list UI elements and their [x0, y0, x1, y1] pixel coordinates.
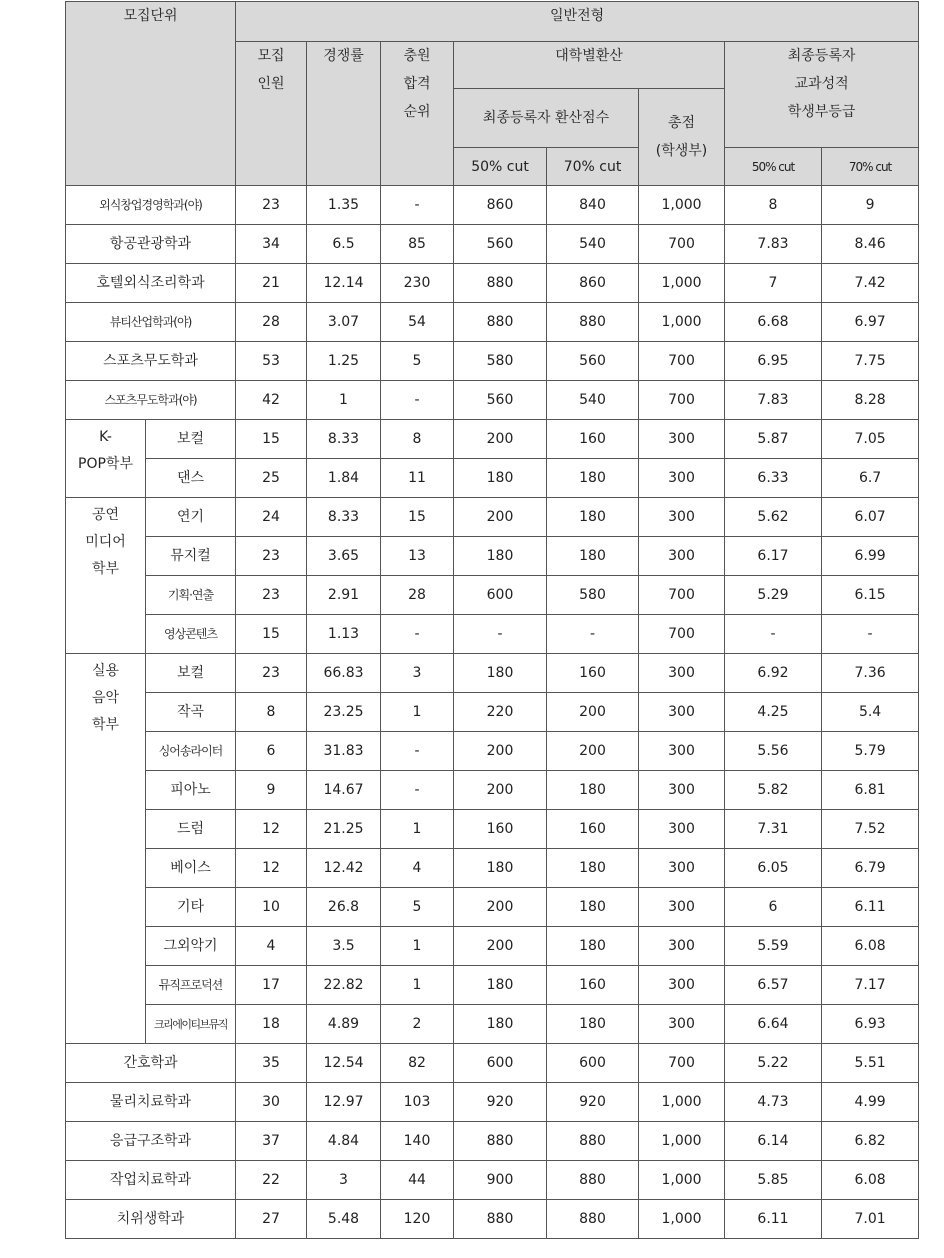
- table-cell: 5.51: [822, 1044, 919, 1083]
- table-cell: 180: [547, 498, 639, 537]
- table-cell: 22.82: [307, 966, 381, 1005]
- sub-unit-name: 뮤직프로덕션: [146, 966, 236, 1005]
- table-cell: 5: [381, 342, 454, 381]
- table-cell: 6.79: [822, 849, 919, 888]
- table-cell: 6.11: [725, 1200, 822, 1239]
- table-cell: 24: [236, 498, 307, 537]
- table-cell: 4: [236, 927, 307, 966]
- table-cell: 5.79: [822, 732, 919, 771]
- table-cell: 66.83: [307, 654, 381, 693]
- table-row: [66, 342, 919, 381]
- table-cell: 14.67: [307, 771, 381, 810]
- table-cell: 1.25: [307, 342, 381, 381]
- header-cut70: 70% cut: [547, 148, 639, 186]
- table-cell: 1,000: [639, 1161, 725, 1200]
- table-cell: 180: [547, 1005, 639, 1044]
- table-cell: 34: [236, 225, 307, 264]
- table-cell: 5.29: [725, 576, 822, 615]
- unit-name: 호텔외식조리학과: [66, 264, 236, 303]
- table-cell: 1,000: [639, 303, 725, 342]
- table-cell: 37: [236, 1122, 307, 1161]
- table-cell: 1,000: [639, 1083, 725, 1122]
- table-cell: -: [381, 186, 454, 225]
- table-row: [66, 810, 919, 849]
- table-cell: 700: [639, 342, 725, 381]
- unit-name: 뷰티산업학과(야): [66, 303, 236, 342]
- table-cell: 920: [454, 1083, 547, 1122]
- table-cell: 560: [547, 342, 639, 381]
- table-cell: 540: [547, 381, 639, 420]
- table-cell: 2.91: [307, 576, 381, 615]
- sub-unit-name: 싱어송라이터: [146, 732, 236, 771]
- table-cell: 1: [381, 693, 454, 732]
- table-cell: 560: [454, 381, 547, 420]
- table-row: [66, 498, 919, 537]
- table-cell: 6.92: [725, 654, 822, 693]
- table-cell: 22: [236, 1161, 307, 1200]
- table-row: [66, 225, 919, 264]
- table-cell: 580: [454, 342, 547, 381]
- table-cell: 300: [639, 1005, 725, 1044]
- sub-unit-name: 피아노: [146, 771, 236, 810]
- table-cell: 580: [547, 576, 639, 615]
- header-grades: 최종등록자 교과성적 학생부등급: [725, 42, 919, 148]
- table-cell: 160: [547, 654, 639, 693]
- table-cell: 200: [547, 693, 639, 732]
- sub-unit-name: 연기: [146, 498, 236, 537]
- table-cell: 300: [639, 927, 725, 966]
- table-cell: 11: [381, 459, 454, 498]
- table-cell: 300: [639, 420, 725, 459]
- table-cell: 9: [236, 771, 307, 810]
- table-cell: 18: [236, 1005, 307, 1044]
- table-cell: 5.4: [822, 693, 919, 732]
- table-cell: 4.73: [725, 1083, 822, 1122]
- table-cell: 10: [236, 888, 307, 927]
- unit-name: 물리치료학과: [66, 1083, 236, 1122]
- table-cell: 7.83: [725, 381, 822, 420]
- table-cell: 23: [236, 654, 307, 693]
- table-cell: 42: [236, 381, 307, 420]
- table-cell: 540: [547, 225, 639, 264]
- table-cell: 4.25: [725, 693, 822, 732]
- table-cell: 6.95: [725, 342, 822, 381]
- table-cell: 6: [236, 732, 307, 771]
- table-cell: 6.97: [822, 303, 919, 342]
- table-cell: 1: [381, 810, 454, 849]
- table-cell: 880: [454, 1200, 547, 1239]
- header-unit: 모집단위: [66, 2, 236, 186]
- header-final-converted: 최종등록자 환산점수: [454, 89, 639, 148]
- table-cell: 15: [236, 615, 307, 654]
- table-cell: 200: [454, 420, 547, 459]
- table-cell: 6.93: [822, 1005, 919, 1044]
- table-cell: 7.83: [725, 225, 822, 264]
- table-cell: 26.8: [307, 888, 381, 927]
- table-cell: 5.59: [725, 927, 822, 966]
- table-cell: 600: [454, 1044, 547, 1083]
- table-cell: 880: [547, 1200, 639, 1239]
- table-cell: 180: [547, 459, 639, 498]
- table-row: [66, 654, 919, 693]
- table-cell: 1,000: [639, 264, 725, 303]
- table-row: [66, 303, 919, 342]
- table-cell: 200: [454, 732, 547, 771]
- table-cell: 12.42: [307, 849, 381, 888]
- table-cell: 3: [381, 654, 454, 693]
- table-cell: 160: [547, 966, 639, 1005]
- group-name: K- POP학부: [66, 420, 146, 498]
- header-total: 총점 (학생부): [639, 89, 725, 186]
- table-cell: 1: [381, 966, 454, 1005]
- table-cell: 17: [236, 966, 307, 1005]
- table-cell: 3.07: [307, 303, 381, 342]
- table-cell: 300: [639, 537, 725, 576]
- table-cell: 23: [236, 576, 307, 615]
- table-cell: 560: [454, 225, 547, 264]
- table-cell: 300: [639, 771, 725, 810]
- header-grade-cut50: 50% cut: [725, 148, 822, 186]
- table-cell: 180: [454, 849, 547, 888]
- table-cell: 180: [454, 537, 547, 576]
- sub-unit-name: 기타: [146, 888, 236, 927]
- table-row: [66, 264, 919, 303]
- table-cell: 120: [381, 1200, 454, 1239]
- table-cell: 160: [547, 810, 639, 849]
- admissions-table: [65, 1, 919, 1239]
- table-cell: 220: [454, 693, 547, 732]
- table-cell: 600: [454, 576, 547, 615]
- table-cell: 180: [547, 849, 639, 888]
- table-cell: 7: [725, 264, 822, 303]
- table-cell: 4.99: [822, 1083, 919, 1122]
- table-cell: 2: [381, 1005, 454, 1044]
- table-cell: 860: [454, 186, 547, 225]
- table-cell: 7.52: [822, 810, 919, 849]
- header-grade-cut70: 70% cut: [822, 148, 919, 186]
- unit-name: 작업치료학과: [66, 1161, 236, 1200]
- table-cell: 8: [725, 186, 822, 225]
- table-cell: 1,000: [639, 1200, 725, 1239]
- table-cell: 300: [639, 966, 725, 1005]
- table-cell: 140: [381, 1122, 454, 1161]
- sub-unit-name: 뮤지컬: [146, 537, 236, 576]
- table-cell: 5.56: [725, 732, 822, 771]
- sub-unit-name: 작곡: [146, 693, 236, 732]
- table-cell: 180: [454, 1005, 547, 1044]
- table-cell: 300: [639, 693, 725, 732]
- table-cell: 82: [381, 1044, 454, 1083]
- table-cell: -: [381, 615, 454, 654]
- table-cell: 12.54: [307, 1044, 381, 1083]
- table-cell: 200: [454, 888, 547, 927]
- table-cell: 4: [381, 849, 454, 888]
- table-cell: 8: [236, 693, 307, 732]
- sub-unit-name: 보컬: [146, 420, 236, 459]
- table-body: [66, 186, 919, 1239]
- table-cell: 5.22: [725, 1044, 822, 1083]
- table-cell: 1,000: [639, 186, 725, 225]
- table-cell: 6.08: [822, 927, 919, 966]
- table-cell: 5.85: [725, 1161, 822, 1200]
- table-cell: 21: [236, 264, 307, 303]
- table-cell: 180: [454, 654, 547, 693]
- table-cell: 6.33: [725, 459, 822, 498]
- table-cell: 1.13: [307, 615, 381, 654]
- table-cell: 6.64: [725, 1005, 822, 1044]
- table-cell: 23: [236, 186, 307, 225]
- table-cell: 300: [639, 459, 725, 498]
- table-cell: 840: [547, 186, 639, 225]
- table-cell: -: [547, 615, 639, 654]
- table-cell: 8: [381, 420, 454, 459]
- table-row: [66, 888, 919, 927]
- table-cell: 5.87: [725, 420, 822, 459]
- table-cell: -: [454, 615, 547, 654]
- table-cell: 12: [236, 810, 307, 849]
- group-name: 공연 미디어 학부: [66, 498, 146, 654]
- table-cell: 5.62: [725, 498, 822, 537]
- table-cell: 6.81: [822, 771, 919, 810]
- table-cell: 6.68: [725, 303, 822, 342]
- table-cell: 6.5: [307, 225, 381, 264]
- table-cell: 200: [547, 732, 639, 771]
- sub-unit-name: 기획·연출: [146, 576, 236, 615]
- table-cell: 8.28: [822, 381, 919, 420]
- table-cell: 21.25: [307, 810, 381, 849]
- header-general: 일반전형: [236, 2, 919, 42]
- header-ratio: 경쟁률: [307, 42, 381, 186]
- table-cell: 180: [454, 966, 547, 1005]
- table-cell: 23.25: [307, 693, 381, 732]
- table-cell: 28: [236, 303, 307, 342]
- table-cell: 300: [639, 810, 725, 849]
- table-cell: 6.57: [725, 966, 822, 1005]
- table-cell: 880: [454, 264, 547, 303]
- table-cell: 53: [236, 342, 307, 381]
- table-cell: 230: [381, 264, 454, 303]
- table-cell: 7.05: [822, 420, 919, 459]
- table-cell: 6.99: [822, 537, 919, 576]
- table-cell: 12.97: [307, 1083, 381, 1122]
- table-cell: 25: [236, 459, 307, 498]
- table-row: [66, 615, 919, 654]
- table-cell: 180: [547, 888, 639, 927]
- table-cell: 1.84: [307, 459, 381, 498]
- table-cell: 6.07: [822, 498, 919, 537]
- unit-name: 간호학과: [66, 1044, 236, 1083]
- unit-name: 치위생학과: [66, 1200, 236, 1239]
- unit-name: 응급구조학과: [66, 1122, 236, 1161]
- unit-name: 스포츠무도학과(야): [66, 381, 236, 420]
- table-cell: 12: [236, 849, 307, 888]
- table-row: [66, 693, 919, 732]
- table-cell: 8.46: [822, 225, 919, 264]
- table-row: [66, 771, 919, 810]
- table-cell: 30: [236, 1083, 307, 1122]
- table-cell: 1: [381, 927, 454, 966]
- group-name: 실용 음악 학부: [66, 654, 146, 1044]
- table-cell: 700: [639, 615, 725, 654]
- table-row: [66, 966, 919, 1005]
- unit-name: 외식창업경영학과(야): [66, 186, 236, 225]
- table-cell: 6: [725, 888, 822, 927]
- table-cell: 880: [454, 1122, 547, 1161]
- table-row: [66, 537, 919, 576]
- table-cell: 3.65: [307, 537, 381, 576]
- table-cell: 44: [381, 1161, 454, 1200]
- table-cell: 5.48: [307, 1200, 381, 1239]
- table-row: [66, 1122, 919, 1161]
- sub-unit-name: 그외악기: [146, 927, 236, 966]
- header-conversion: 대학별환산: [454, 42, 725, 89]
- table-cell: 6.08: [822, 1161, 919, 1200]
- table-cell: 6.05: [725, 849, 822, 888]
- table-cell: 200: [454, 927, 547, 966]
- table-cell: 180: [547, 537, 639, 576]
- table-cell: 8.33: [307, 420, 381, 459]
- table-row: [66, 576, 919, 615]
- table-cell: 3.5: [307, 927, 381, 966]
- table-row: [66, 1161, 919, 1200]
- table-cell: 200: [454, 771, 547, 810]
- unit-name: 스포츠무도학과: [66, 342, 236, 381]
- table-cell: 300: [639, 654, 725, 693]
- table-cell: 860: [547, 264, 639, 303]
- table-cell: 300: [639, 849, 725, 888]
- table-cell: 9: [822, 186, 919, 225]
- table-cell: 7.31: [725, 810, 822, 849]
- table-cell: 5.82: [725, 771, 822, 810]
- table-cell: 180: [547, 771, 639, 810]
- table-cell: 1,000: [639, 1122, 725, 1161]
- table-cell: 7.75: [822, 342, 919, 381]
- table-cell: 7.17: [822, 966, 919, 1005]
- sub-unit-name: 보컬: [146, 654, 236, 693]
- table-cell: 200: [454, 498, 547, 537]
- table-cell: 180: [454, 459, 547, 498]
- table-cell: 28: [381, 576, 454, 615]
- table-cell: 300: [639, 888, 725, 927]
- table-cell: 8.33: [307, 498, 381, 537]
- table-cell: 700: [639, 225, 725, 264]
- table-cell: 5: [381, 888, 454, 927]
- table-cell: 880: [547, 303, 639, 342]
- table-cell: 15: [381, 498, 454, 537]
- table-cell: 6.82: [822, 1122, 919, 1161]
- table-cell: 160: [547, 420, 639, 459]
- header-cut50: 50% cut: [454, 148, 547, 186]
- table-cell: 7.01: [822, 1200, 919, 1239]
- table-row: [66, 1200, 919, 1239]
- table-cell: 160: [454, 810, 547, 849]
- table-cell: 880: [547, 1161, 639, 1200]
- table-cell: 15: [236, 420, 307, 459]
- table-cell: 6.11: [822, 888, 919, 927]
- table-cell: 103: [381, 1083, 454, 1122]
- table-cell: 600: [547, 1044, 639, 1083]
- table-cell: 4.89: [307, 1005, 381, 1044]
- sub-unit-name: 드럼: [146, 810, 236, 849]
- table-cell: 3: [307, 1161, 381, 1200]
- table-row: [66, 1044, 919, 1083]
- table-cell: -: [381, 771, 454, 810]
- table-cell: 6.17: [725, 537, 822, 576]
- table-cell: 180: [547, 927, 639, 966]
- table-cell: -: [822, 615, 919, 654]
- table-cell: 880: [454, 303, 547, 342]
- table-cell: 13: [381, 537, 454, 576]
- sub-unit-name: 댄스: [146, 459, 236, 498]
- table-cell: 23: [236, 537, 307, 576]
- table-row: [66, 420, 919, 459]
- table-cell: 54: [381, 303, 454, 342]
- table-cell: 700: [639, 1044, 725, 1083]
- table-row: [66, 1005, 919, 1044]
- table-row: [66, 849, 919, 888]
- table-cell: 7.36: [822, 654, 919, 693]
- sub-unit-name: 베이스: [146, 849, 236, 888]
- table-row: [66, 381, 919, 420]
- table-row: [66, 459, 919, 498]
- table-cell: 85: [381, 225, 454, 264]
- table-row: [66, 927, 919, 966]
- table-cell: -: [381, 381, 454, 420]
- table-cell: 4.84: [307, 1122, 381, 1161]
- table-row: [66, 186, 919, 225]
- header-rank: 충원 합격 순위: [381, 42, 454, 186]
- table-cell: 31.83: [307, 732, 381, 771]
- table-cell: 300: [639, 498, 725, 537]
- table-cell: 1.35: [307, 186, 381, 225]
- table-cell: 300: [639, 732, 725, 771]
- table-row: [66, 1083, 919, 1122]
- table-cell: 6.15: [822, 576, 919, 615]
- unit-name: 항공관광학과: [66, 225, 236, 264]
- table-cell: 920: [547, 1083, 639, 1122]
- table-cell: 27: [236, 1200, 307, 1239]
- table-cell: 12.14: [307, 264, 381, 303]
- header-quota: 모집 인원: [236, 42, 307, 186]
- sub-unit-name: 영상콘텐츠: [146, 615, 236, 654]
- table-row: [66, 732, 919, 771]
- table-cell: 6.14: [725, 1122, 822, 1161]
- table-cell: 6.7: [822, 459, 919, 498]
- table-cell: 880: [547, 1122, 639, 1161]
- table-cell: 1: [307, 381, 381, 420]
- table-cell: -: [381, 732, 454, 771]
- table-cell: 700: [639, 381, 725, 420]
- sub-unit-name: 크리에이티브뮤직: [146, 1005, 236, 1044]
- table-cell: 700: [639, 576, 725, 615]
- table-cell: 900: [454, 1161, 547, 1200]
- table-cell: -: [725, 615, 822, 654]
- table-cell: 35: [236, 1044, 307, 1083]
- table-cell: 7.42: [822, 264, 919, 303]
